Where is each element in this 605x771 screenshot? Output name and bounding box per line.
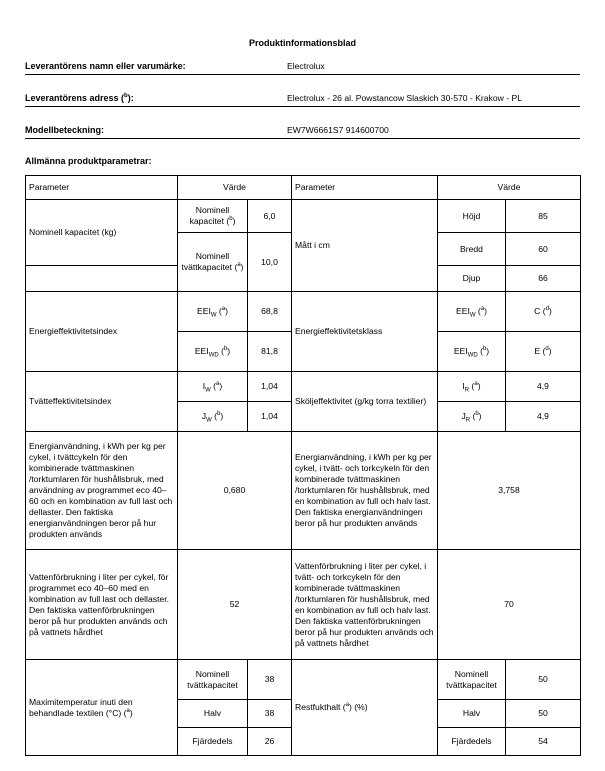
ir-sublabel: $I_R$ ($^a$) (438, 372, 506, 402)
eec-w-sublabel: $EEI_W$ ($^a$) (438, 292, 506, 332)
residual-moisture-label: Restfukthalt ($^a$) (%) (292, 660, 438, 756)
residual-nominal-value: 50 (506, 660, 581, 700)
residual-nominal-label: Nominell tvättkapacitet (438, 660, 506, 700)
energy-consumption-wash-label: Energianvändning, i kWh per kg per cykel, i tvättcykeln för den kombinerade tvättmaskinen /torktumlaren för hushållsbruk, med användning av programmet eco 40–60 och en kombination av full last och dellaster. Den faktiska energianvändningen beror på hur produkten används (26, 432, 178, 550)
residual-quarter-value: 54 (506, 728, 581, 756)
height-value: 85 (506, 200, 581, 233)
header-value: Värde (178, 176, 292, 200)
jw-value: 1,04 (248, 402, 292, 432)
height-label: Höjd (438, 200, 506, 233)
nominal-capacity-label: Nominell kapacitet (kg) (26, 200, 178, 266)
eei-wd-sublabel: $EEI_{WD}$ ($^b$) (178, 332, 248, 372)
nominal-wash-capacity-sublabel: Nominell tvättkapacitet ($^a$) (178, 233, 248, 292)
water-consumption-wash-value: 52 (178, 550, 292, 660)
residual-half-value: 50 (506, 700, 581, 728)
residual-half-label: Halv (438, 700, 506, 728)
page-title: Produktinformationsblad (248, 38, 356, 48)
width-label: Bredd (438, 233, 506, 266)
nominal-wash-capacity-value: 10,0 (248, 233, 292, 292)
model-row (25, 120, 580, 139)
depth-value: 66 (506, 266, 581, 292)
jr-sublabel: $J_R$ ($^b$) (438, 402, 506, 432)
address-row (25, 88, 580, 107)
eei-wd-value: 81,8 (248, 332, 292, 372)
max-temperature-label: Maximitemperatur inuti den behandlade textilen (°C) ($^a$) (26, 660, 178, 756)
width-value: 60 (506, 233, 581, 266)
rinsing-efficiency-label: Sköljeffektivitet (g/kg torra textilier) (292, 372, 438, 432)
header-parameter: Parameter (26, 176, 178, 200)
table-header-row (26, 176, 581, 200)
depth-label: Djup (438, 266, 506, 292)
model-value: EW7W6661S7 914600700 (287, 125, 389, 135)
residual-quarter-label: Fjärdedels (438, 728, 506, 756)
header-value: Värde (438, 176, 581, 200)
energy-consumption-washdry-value: 3,758 (438, 432, 581, 550)
ir-value: 4,9 (506, 372, 581, 402)
eec-wd-sublabel: $EEI_{WD}$ ($^b$) (438, 332, 506, 372)
product-parameters-table (25, 175, 581, 756)
jr-value: 4,9 (506, 402, 581, 432)
water-consumption-wash-label: Vattenförbrukning i liter per cykel, för programmet eco 40–60 med en kombination av full last och dellaster. Den faktiska vattenförbrukningen beror på hur produkten används och på vattnets hårdhet (26, 550, 178, 660)
max-temp-quarter-label: Fjärdedels (178, 728, 248, 756)
address-value: Electrolux - 26 al. Powstancow Slaskich 30-570 - Krakow - PL (287, 93, 522, 103)
eei-w-value: 68,8 (248, 292, 292, 332)
max-temp-half-label: Halv (178, 700, 248, 728)
energy-consumption-washdry-label: Energianvändning, i kWh per kg per cykel, i tvätt- och torkcykeln för den kombinerade tvättmaskinen /torktumlaren för hushållsbruk, med en kombination av full och halv last. Den faktiska energianvändningen beror på hur produkten används (292, 432, 438, 550)
max-temp-half-value: 38 (248, 700, 292, 728)
eec-wd-value: E ($^d$) (506, 332, 581, 372)
jw-sublabel: $J_W$ ($^b$) (178, 402, 248, 432)
energy-consumption-wash-value: 0,680 (178, 432, 292, 550)
model-label: Modellbeteckning: (25, 125, 105, 135)
iw-value: 1,04 (248, 372, 292, 402)
max-temp-nominal-label: Nominell tvättkapacitet (178, 660, 248, 700)
header-parameter: Parameter (292, 176, 438, 200)
max-temp-quarter-value: 26 (248, 728, 292, 756)
address-label: Leverantörens adress ($^b$): (25, 93, 134, 103)
eec-w-value: C ($^d$) (506, 292, 581, 332)
eei-label: Energieffektivitetsindex (26, 292, 178, 372)
iw-sublabel: $I_W$ ($^a$) (178, 372, 248, 402)
max-temp-nominal-value: 38 (248, 660, 292, 700)
washing-efficiency-label: Tvätteffektivitetsindex (26, 372, 178, 432)
water-consumption-washdry-label: Vattenförbrukning i liter per cykel, i tvätt- och torkcykeln för den kombinerade tvättmaskinen /torktumlaren för hushållsbruk, med en kombination av full och halv last. Den faktiska vattenförbrukningen beror på hur produkten används och på vattnets hårdhet (292, 550, 438, 660)
eec-label: Energieffektivitetsklass (292, 292, 438, 372)
nominal-capacity-spacer (26, 266, 178, 292)
eei-w-sublabel: $EEI_W$ ($^a$) (178, 292, 248, 332)
supplier-label: Leverantörens namn eller varumärke: (25, 61, 186, 71)
general-params-heading: Allmänna produktparametrar: (25, 156, 152, 166)
nominal-capacity-sublabel: Nominell kapacitet ($^b$) (178, 200, 248, 233)
water-consumption-washdry-value: 70 (438, 550, 581, 660)
supplier-row (25, 56, 580, 75)
supplier-value: Electrolux (287, 61, 325, 71)
dimensions-label: Mått i cm (292, 200, 438, 292)
nominal-capacity-value: 6,0 (248, 200, 292, 233)
